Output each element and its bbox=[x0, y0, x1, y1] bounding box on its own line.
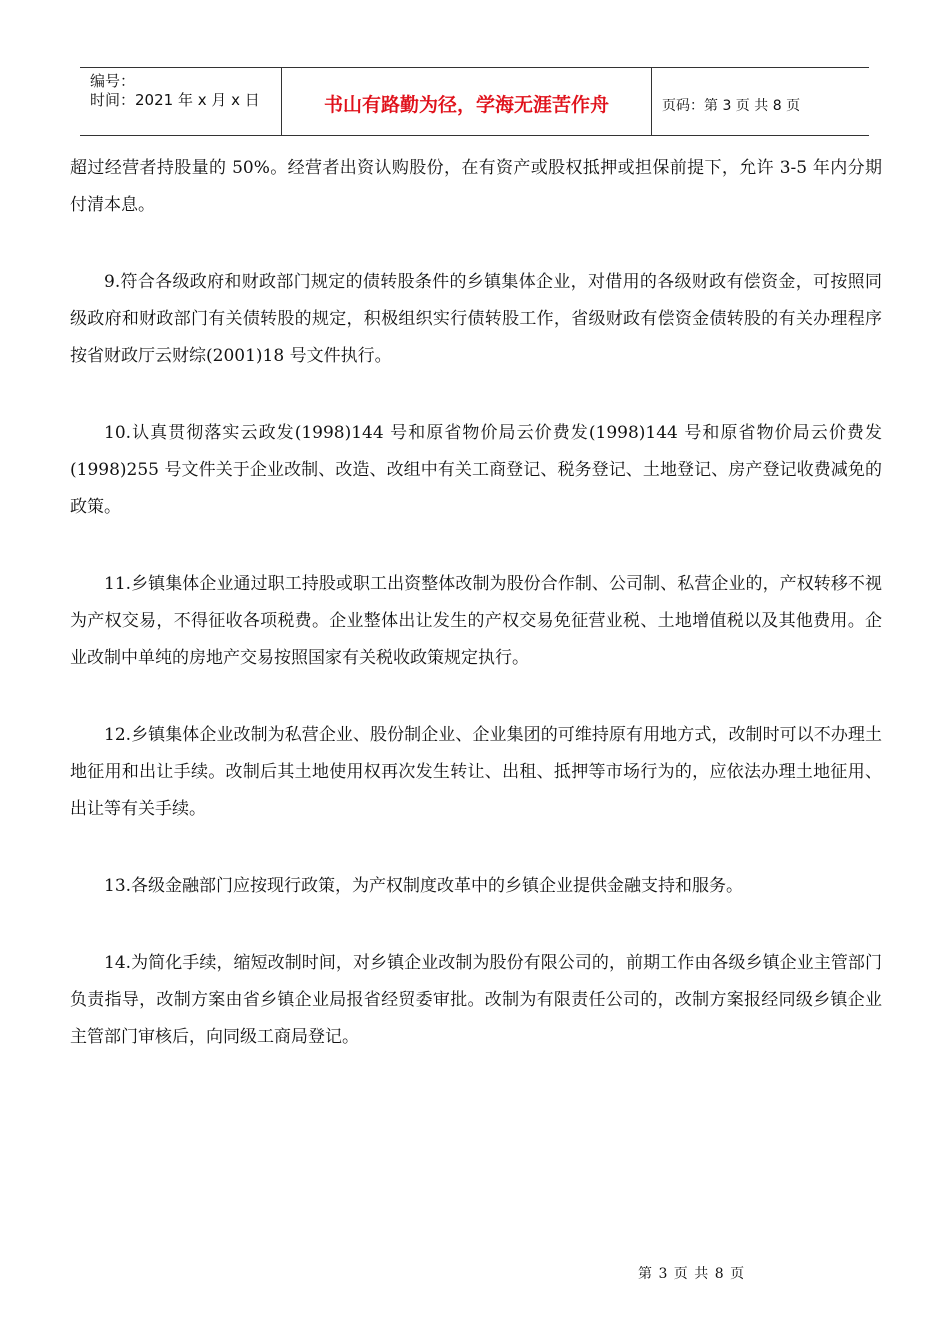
paragraph-item-12: 12.乡镇集体企业改制为私营企业、股份制企业、企业集团的可维持原有用地方式，改制时可以不办理土地征用和出让手续。改制后其土地使用权再次发生转让、出租、抵押等市场行为的，应依法办理土地征用、出让等有关手续。 bbox=[70, 725, 882, 819]
document-number-label: 编号： bbox=[90, 72, 136, 90]
paragraph-item-14: 14.为简化手续，缩短改制时间，对乡镇企业改制为股份有限公司的，前期工作由各级乡镇企业主管部门负责指导，改制方案由省乡镇企业局报省经贸委审批。改制为有限责任公司的，改制方案报经同级乡镇企业主管部门审核后，向同级工商局登记。 bbox=[70, 953, 882, 1047]
header-motto: 书山有路勤为径，学海无涯苦作舟 bbox=[281, 68, 652, 135]
paragraph-item-10: 10.认真贯彻落实云政发(1998)144 号和原省物价局云价费发(1998)144 号和原省物价局云价费发(1998)255 号文件关于企业改制、改造、改组中有关工商登记、税务登记、土地登记、房产登记收费减免的政策。 bbox=[70, 423, 882, 517]
document-date: 时间：2021 年 x 月 x 日 bbox=[90, 91, 260, 109]
paragraph-continuation: 超过经营者持股量的 50%。经营者出资认购股份，在有资产或股权抵押或担保前提下，允许 3-5 年内分期付清本息。 bbox=[70, 158, 882, 215]
page-footer: 第 3 页 共 8 页 bbox=[638, 1266, 746, 1282]
page-header bbox=[80, 67, 869, 136]
paragraph-item-13: 13.各级金融部门应按现行政策，为产权制度改革中的乡镇企业提供金融支持和服务。 bbox=[104, 876, 744, 896]
header-page-info: 页码：第 3 页 共 8 页 bbox=[662, 98, 801, 114]
paragraph-item-11: 11.乡镇集体企业通过职工持股或职工出资整体改制为股份合作制、公司制、私营企业的，产权转移不视为产权交易，不得征收各项税费。企业整体出让发生的产权交易免征营业税、土地增值税以及其他费用。企业改制中单纯的房地产交易按照国家有关税收政策规定执行。 bbox=[70, 574, 882, 668]
header-meta bbox=[80, 68, 281, 135]
paragraph-item-9: 9.符合各级政府和财政部门规定的债转股条件的乡镇集体企业，对借用的各级财政有偿资金，可按照同级政府和财政部门有关债转股的规定，积极组织实行债转股工作，省级财政有偿资金债转股的有关办理程序按省财政厅云财综(2001)18 号文件执行。 bbox=[70, 272, 882, 366]
document-body bbox=[70, 150, 882, 1096]
